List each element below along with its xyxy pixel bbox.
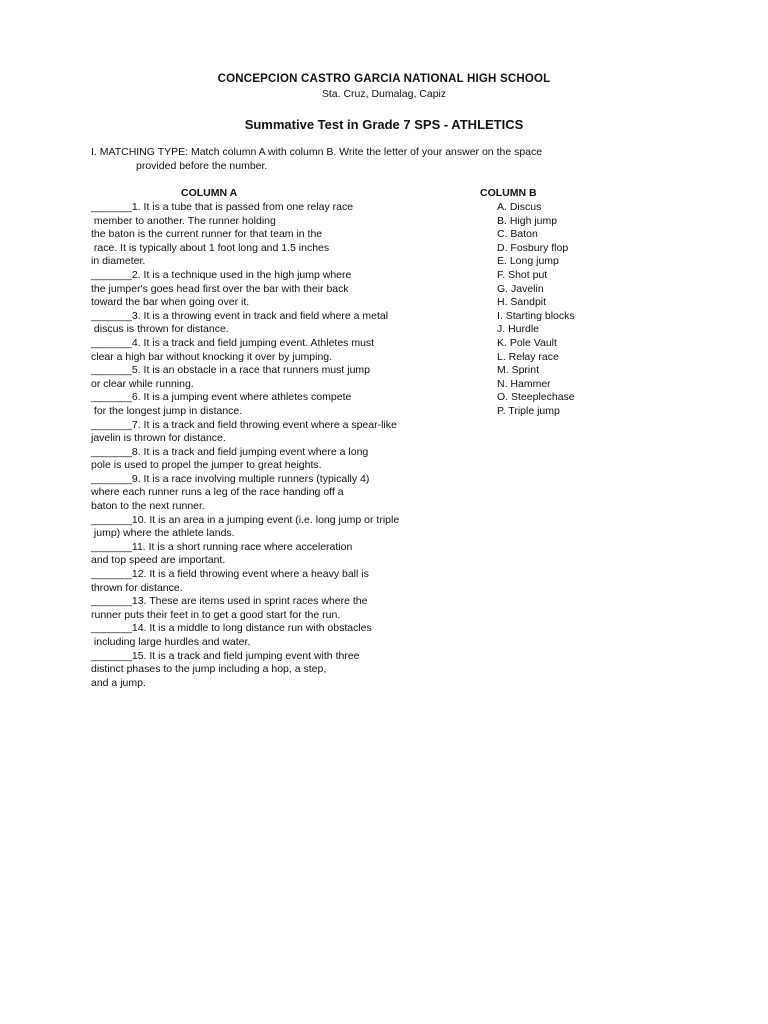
column-b-heading: COLUMN B [480, 187, 537, 199]
instructions [91, 146, 651, 173]
column-a-line: _______14. It is a middle to long distance run with obstacles [91, 622, 372, 635]
instruction-line-2: provided before the number. [136, 159, 268, 172]
column-a-line: _______6. It is a jumping event where athletes compete [91, 391, 352, 404]
column-a-line: toward the bar when going over it. [91, 296, 250, 309]
column-a-line: including large hurdles and water. [91, 636, 251, 648]
column-a-line: and top speed are important. [91, 554, 226, 567]
column-b-option: G. Javelin [497, 282, 544, 295]
column-b-option: O. Steeplechase [497, 391, 575, 404]
instruction-line-1: I. MATCHING TYPE: Match column A with column B. Write the letter of your answer on the space [91, 146, 543, 158]
column-b-option: E. Long jump [497, 255, 559, 268]
column-a-line: _______4. It is a track and field jumping event. Athletes must [91, 336, 375, 349]
column-a-line: baton to the next runner. [91, 500, 205, 513]
column-a-line: _______11. It is a short running race where acceleration [91, 540, 353, 553]
column-a-line: thrown for distance. [91, 581, 183, 594]
column-a-line: _______5. It is an obstacle in a race that runners must jump [91, 364, 370, 377]
column-b-option: A. Discus [497, 201, 542, 213]
column-b-option: C. Baton [497, 228, 538, 241]
column-a-line: or clear while running. [91, 377, 194, 390]
column-b-option: I. Starting blocks [497, 309, 575, 322]
column-a-line: _______2. It is a technique used in the high jump where [91, 268, 352, 281]
column-a-line: runner puts their feet in to get a good start for the run. [91, 608, 341, 621]
column-b-option: P. Triple jump [497, 404, 560, 417]
column-a-line: _______15. It is a track and field jumping event with three [91, 649, 360, 662]
column-b-option: M. Sprint [497, 364, 540, 377]
column-b-option: D. Fosbury flop [497, 241, 569, 254]
column-b-option: H. Sandpit [497, 296, 547, 309]
column-b-option: L. Relay race [497, 350, 559, 363]
column-a-line: the baton is the current runner for that team in the [91, 228, 323, 241]
column-a-line: discus is thrown for distance. [91, 323, 229, 336]
column-a-line: where each runner runs a leg of the race handing off a [91, 486, 344, 499]
column-a-line: race. It is typically about 1 foot long and 1.5 inches [91, 241, 330, 254]
column-a-line: for the longest jump in distance. [91, 404, 243, 417]
test-title: Summative Test in Grade 7 SPS - ATHLETICS [244, 117, 524, 132]
column-b-option: F. Shot put [497, 268, 548, 281]
column-a-line: _______12. It is a field throwing event where a heavy ball is [91, 568, 369, 581]
column-a-line: pole is used to propel the jumper to great heights. [91, 459, 322, 472]
column-b-option: B. High jump [497, 214, 558, 227]
column-a-line: _______10. It is an area in a jumping event (i.e. long jump or triple [91, 513, 400, 526]
school-name: CONCEPCION CASTRO GARCIA NATIONAL HIGH SCHOOL [217, 73, 551, 85]
school-address: Sta. Cruz, Dumalag, Capiz [321, 88, 447, 100]
column-b-options [497, 201, 637, 419]
column-a-line: and a jump. [91, 676, 146, 689]
column-a-line: _______9. It is a race involving multiple runners (typically 4) [91, 472, 370, 485]
column-b-option: N. Hammer [497, 377, 551, 390]
column-a-line: clear a high bar without knocking it over by jumping. [91, 350, 333, 363]
column-a-line: _______1. It is a tube that is passed from one relay race [91, 201, 354, 213]
column-a-line: _______8. It is a track and field jumping event where a long [91, 445, 369, 458]
column-a-line: member to another. The runner holding [91, 214, 276, 227]
column-a-line: distinct phases to the jump including a hop, a step, [91, 663, 327, 676]
column-b-option: K. Pole Vault [497, 336, 557, 349]
column-a-line: the jumper's goes head first over the bar with their back [91, 282, 349, 295]
column-a-line: jump) where the athlete lands. [91, 527, 235, 540]
column-a-line: in diameter. [91, 255, 146, 268]
column-a-line: _______7. It is a track and field throwing event where a spear-like [91, 418, 397, 431]
column-a-heading: COLUMN A [181, 187, 238, 199]
column-a-line: _______3. It is a throwing event in track and field where a metal [91, 309, 389, 322]
column-a-line: javelin is thrown for distance. [91, 432, 226, 445]
column-b-option: J. Hurdle [497, 323, 540, 336]
column-a-line: _______13. These are items used in sprint races where the [91, 595, 368, 608]
column-a-items [91, 201, 471, 690]
